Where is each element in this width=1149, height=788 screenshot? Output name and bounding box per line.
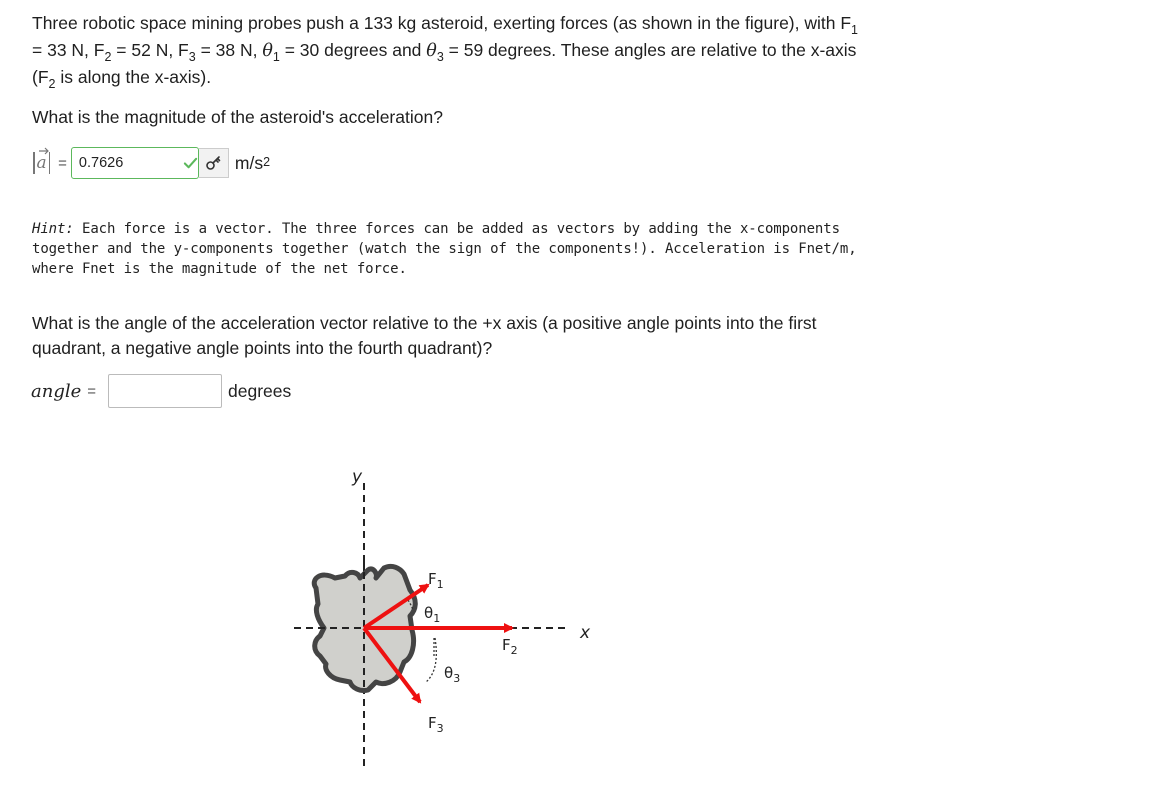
correct-check-icon [183, 156, 198, 170]
f1-label: $F_1$ [428, 570, 444, 591]
theta3-label: $\theta_3$ [444, 664, 461, 685]
magnitude-field [71, 147, 199, 179]
force-diagram [280, 460, 620, 770]
angle-unit: degrees [228, 380, 292, 401]
hint-text: Hint: Each force is a vector. The three forces can be added as vectors by adding the x-components together and the y-components together (watch the sign of the components!). Acceleration is Fnet/m, where Fnet is the magnitude of the net force. [32, 221, 857, 277]
question-magnitude: What is the magnitude of the asteroid's acceleration? [32, 107, 443, 127]
x-axis-label: x [580, 623, 591, 643]
key-icon [205, 155, 221, 171]
f3-label: $F_3$ [428, 714, 444, 735]
angle-answer-row [31, 374, 291, 408]
equals-sign: = [87, 382, 97, 400]
magnitude-input[interactable] [72, 154, 181, 172]
problem-statement: Three robotic space mining probes push a 133 kg asteroid, exerting forces (as shown in the figure), with $F_1 = 33$ N, $F_2 = 52$ N, $F_3 = 38$ N, $\theta_1 = 30$ degrees and $\theta_3 = 59$ degrees. These angles are relative to the x-axis ($F_2$ is along the x-axis). [32, 13, 858, 91]
question-angle: What is the angle of the acceleration vector relative to the +x axis (a positive angle points into the first quadrant, a negative angle points into the fourth quadrant)? [32, 313, 817, 358]
magnitude-unit: $m/s^2$ [234, 152, 271, 173]
angle-variable-label: angle [31, 380, 82, 402]
acceleration-magnitude-symbol: a [31, 152, 52, 174]
tolerance-key-button[interactable] [199, 148, 229, 178]
angle-input[interactable] [108, 374, 222, 408]
y-axis-label: y [352, 467, 363, 487]
theta1-label: $\theta_1$ [424, 604, 441, 625]
f2-label: $F_2$ [502, 636, 518, 657]
magnitude-answer-row [31, 146, 270, 180]
equals-sign: = [58, 154, 67, 172]
